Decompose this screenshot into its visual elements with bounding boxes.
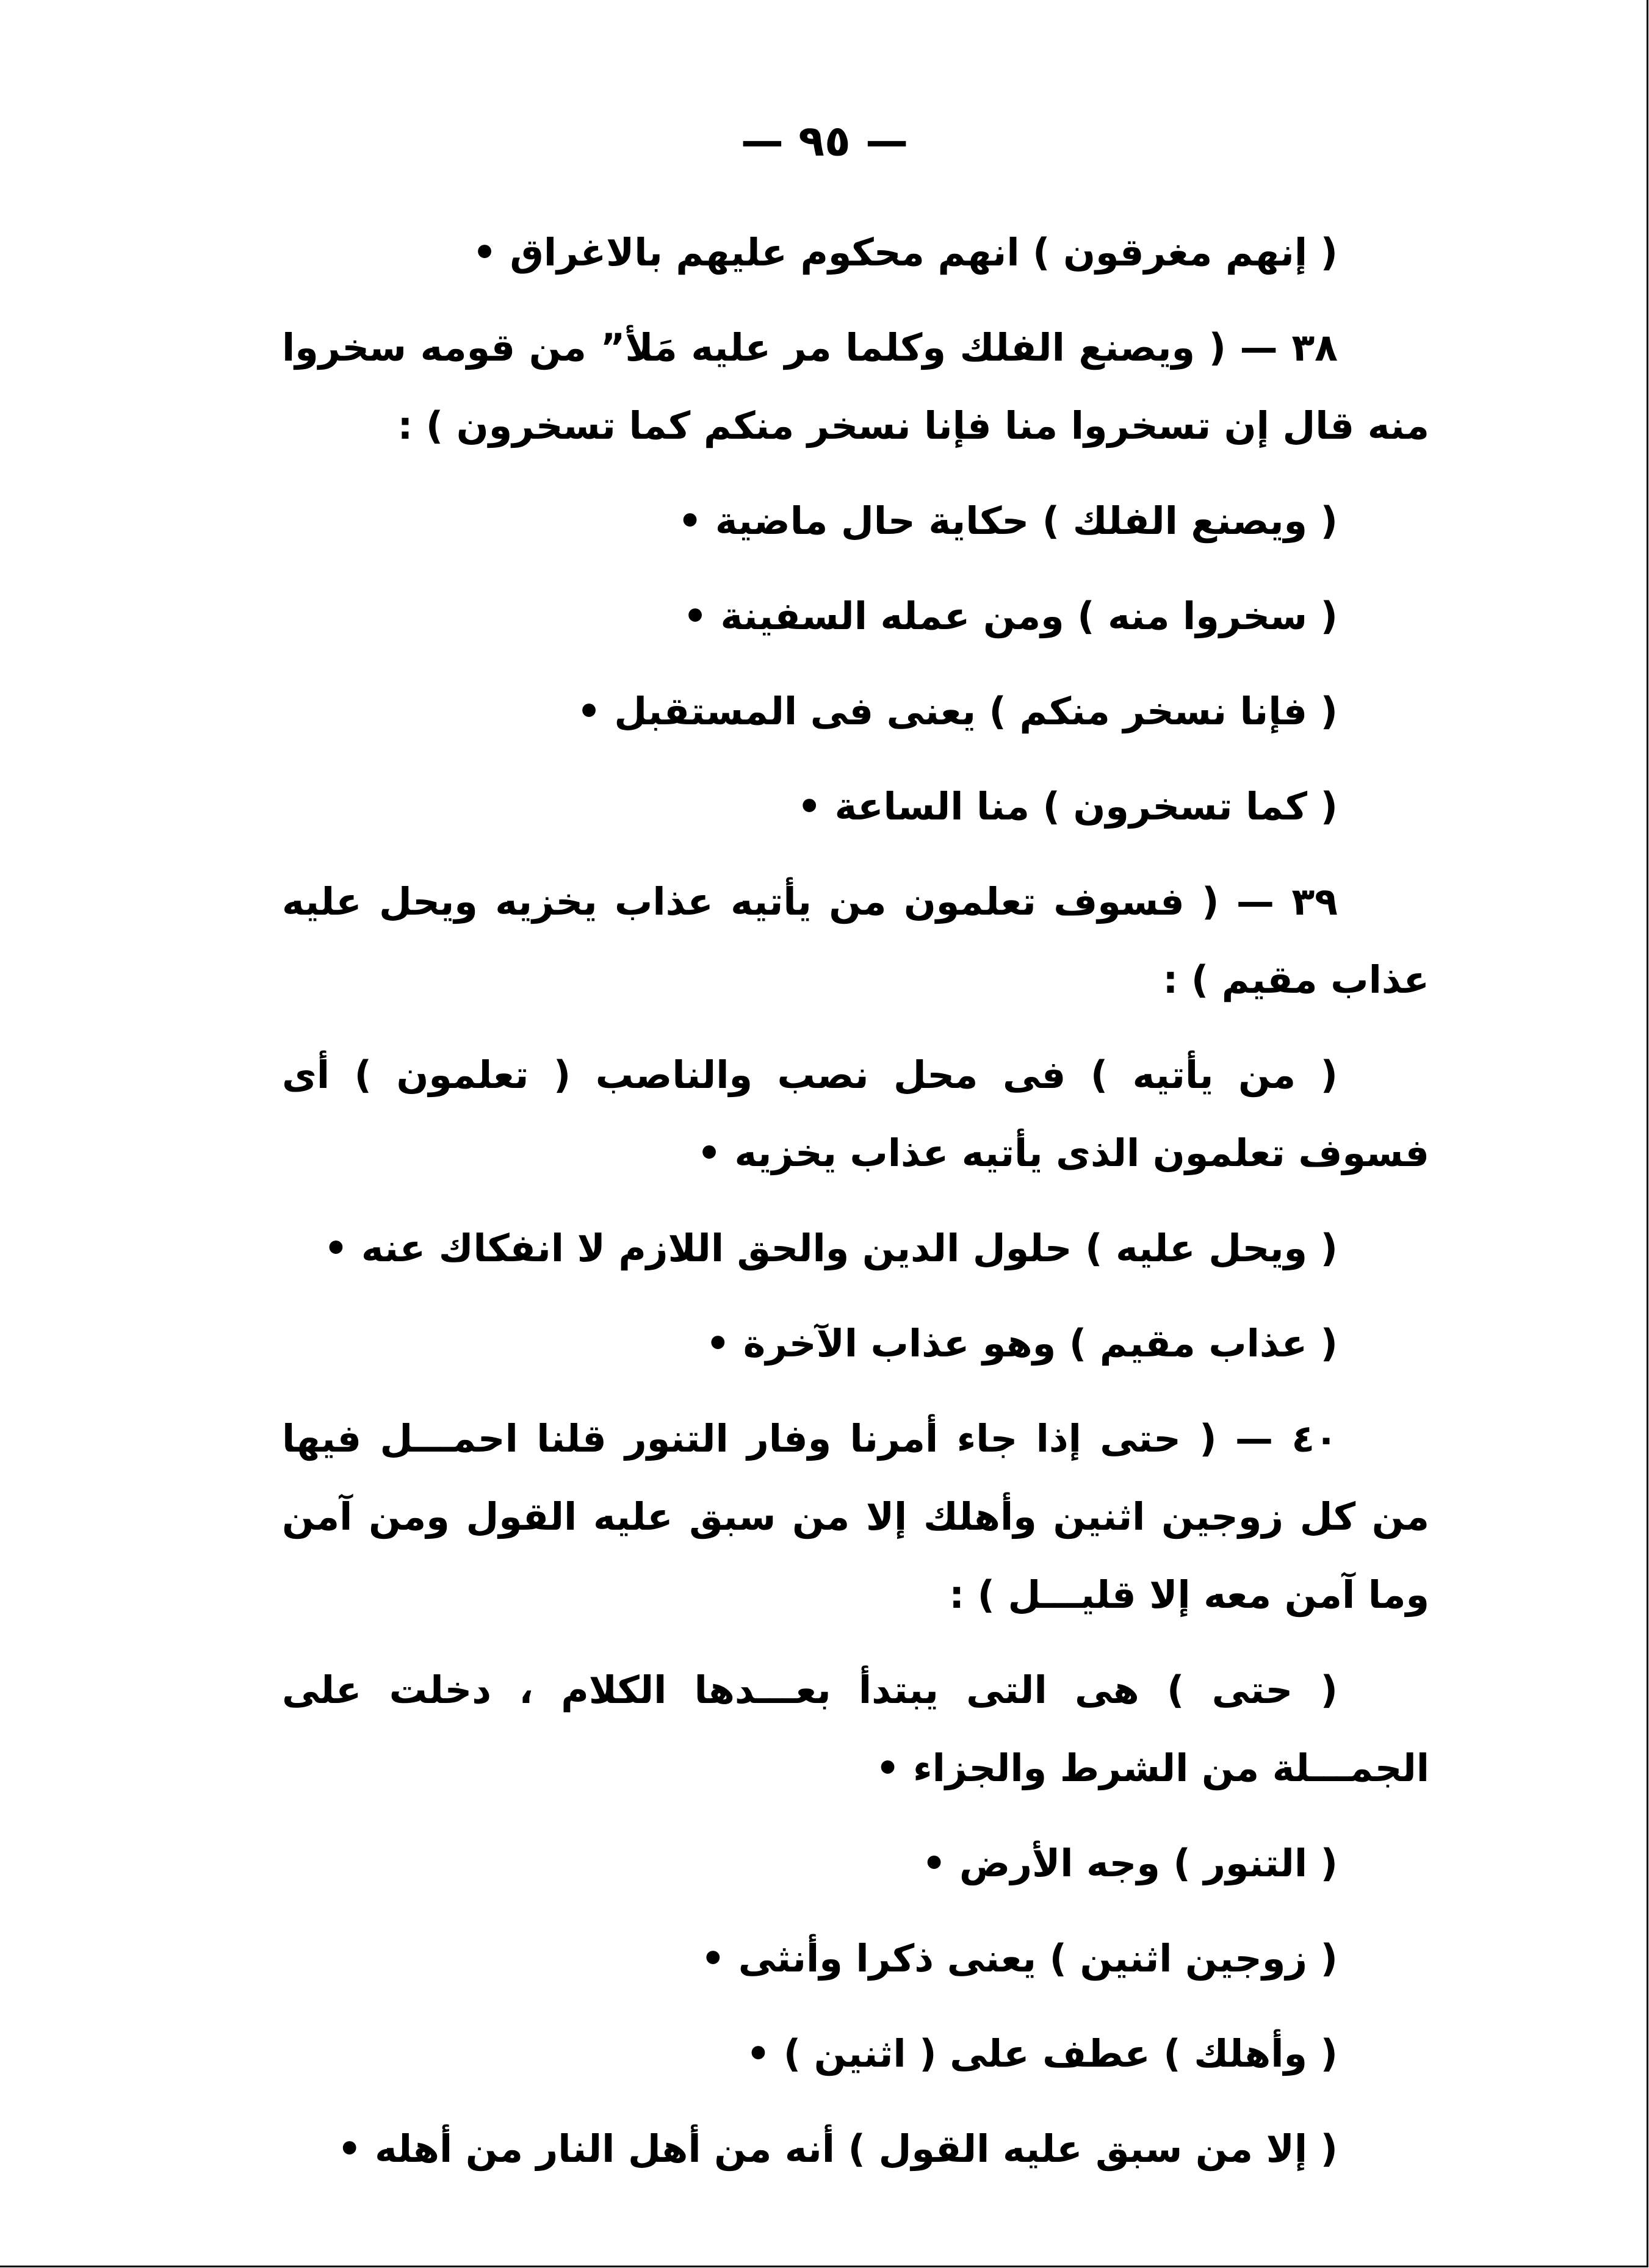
page-body [282, 214, 1429, 2205]
verse-paragraph-40: ٤٠ — ( حتى إذا جاء أمرنا وفار التنور قلنا احمـــل فيها من كل زوجين اثنين وأهلك إلا من سبق عليه القول ومن آمن وما آمن معه إلا قليـــل ) : [282, 1416, 1429, 1617]
commentary-paragraph: ( حتى ) هى التى يبتدأ بعـــدها الكلام ، دخلت على الجمـــلة من الشرط والجزاء • [282, 1668, 1429, 1790]
commentary-paragraph: ( من يأتيه ) فى محل نصب والناصب ( تعلمون ) أى فسوف تعلمون الذى يأتيه عذاب يخزيه • [282, 1053, 1429, 1175]
commentary-line: ( إنهم مغرقون ) انهم محكوم عليهم بالاغراق • [472, 230, 1338, 275]
commentary-line: ( فإنا نسخر منكم ) يعنى فى المستقبل • [577, 689, 1338, 733]
commentary-line: ( ويصنع الفلك ) حكاية حال ماضية • [677, 499, 1338, 543]
verse-paragraph-38: ٣٨ — ( ويصنع الفلك وكلما مر عليه مَلأ” من قومه سخروا منه قال إن تسخروا منا فإنا نسخر منكم كما تسخرون ) : [282, 325, 1429, 448]
commentary-line: ( إلا من سبق عليه القول ) أنه من أهل النار من أهله • [337, 2126, 1338, 2171]
verse-paragraph-39: ٣٩ — ( فسوف تعلمون من يأتيه عذاب يخزيه ويحل عليه عذاب مقيم ) : [282, 879, 1429, 1002]
commentary-line: ( كما تسخرون ) منا الساعة • [797, 784, 1338, 829]
commentary-line: ( وأهلك ) عطف على ( اثنين ) • [746, 2031, 1338, 2076]
commentary-line: ( زوجين اثنين ) يعنى ذكرا وأنثى • [701, 1936, 1338, 1981]
commentary-line: ( سخروا منه ) ومن عمله السفينة • [683, 594, 1338, 638]
commentary-line: ( التنور ) وجه الأرض • [922, 1841, 1338, 1885]
commentary-line: ( عذاب مقيم ) وهو عذاب الآخرة • [705, 1321, 1338, 1366]
page-number: — ٩٥ — [740, 116, 909, 166]
commentary-line: ( ويحل عليه ) حلول الدين والحق اللازم لا انفكاك عنه • [323, 1226, 1338, 1270]
